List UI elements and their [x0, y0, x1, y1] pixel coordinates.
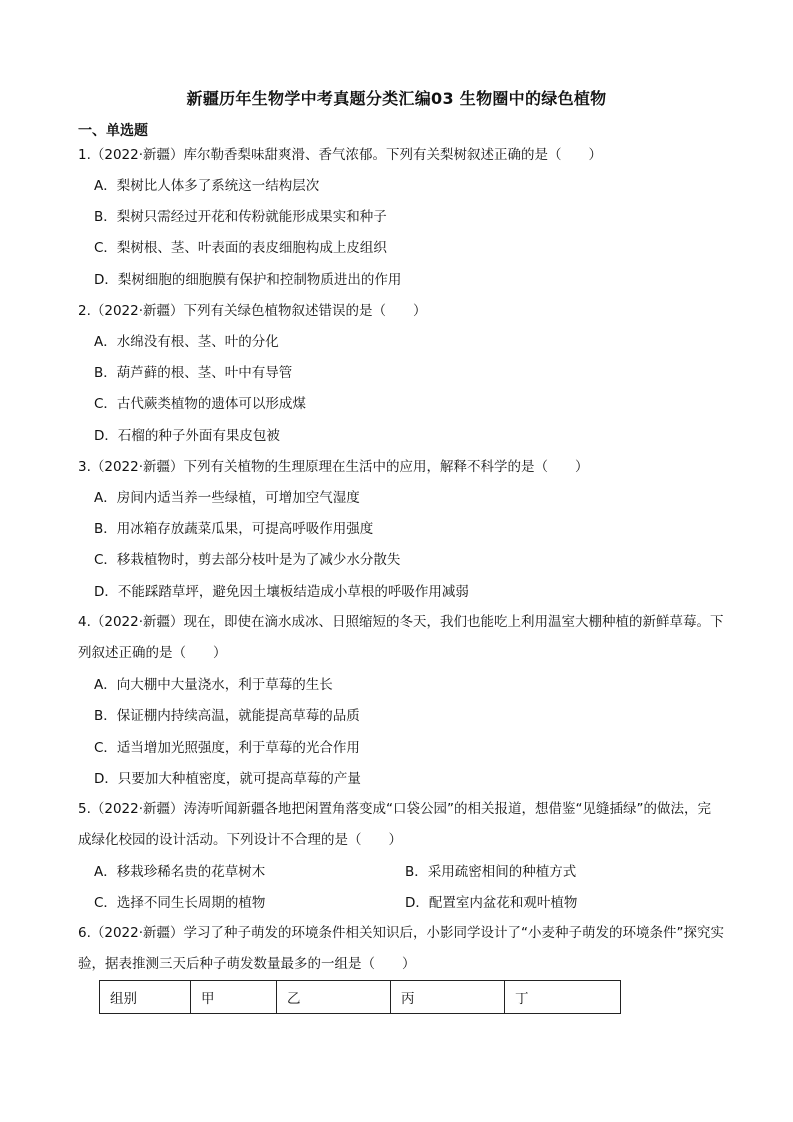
question-1-option-b: B．梨树只需经过开花和传粉就能形成果实和种子 — [94, 209, 387, 225]
table-cell-bing: 丙 — [391, 981, 505, 1014]
section-heading: 一、单选题 — [78, 123, 148, 139]
question-2-option-c: C．古代蕨类植物的遗体可以形成煤 — [94, 396, 306, 412]
question-6-stem: 6.（2022·新疆）学习了种子萌发的环境条件相关知识后，小影同学设计了“小麦种子萌发的环境条件”探究实验，据表推测三天后种子萌发数量最多的一组是（ ） — [78, 925, 725, 972]
document-title: 新疆历年生物学中考真题分类汇编03 生物圈中的绿色植物 — [186, 89, 607, 108]
question-2-option-a: A．水绵没有根、茎、叶的分化 — [94, 334, 279, 350]
question-5-option-a: A．移栽珍稀名贵的花草树木 — [94, 864, 266, 880]
question-4-option-d: D．只要加大种植密度，就可提高草莓的产量 — [94, 771, 361, 787]
question-1-option-c: C．梨树根、茎、叶表面的表皮细胞构成上皮组织 — [94, 240, 387, 256]
question-1-option-a: A．梨树比人体多了系统这一结构层次 — [94, 178, 320, 194]
question-3-option-b: B．用冰箱存放蔬菜瓜果，可提高呼吸作用强度 — [94, 521, 374, 537]
question-2-stem: 2.（2022·新疆）下列有关绿色植物叙述错误的是（ ） — [78, 303, 427, 319]
question-4-option-c: C．适当增加光照强度，利于草莓的光合作用 — [94, 740, 360, 756]
question-2-option-d: D．石榴的种子外面有果皮包被 — [94, 428, 280, 444]
question-4-option-a: A．向大棚中大量浇水，利于草莓的生长 — [94, 677, 333, 693]
table-cell-ding: 丁 — [505, 981, 621, 1014]
question-5-option-d: D．配置室内盆花和观叶植物 — [405, 895, 578, 911]
question-3-stem: 3.（2022·新疆）下列有关植物的生理原理在生活中的应用，解释不科学的是（ ） — [78, 459, 589, 475]
question-2-option-b: B．葫芦藓的根、茎、叶中有导管 — [94, 365, 293, 381]
table-row — [100, 981, 621, 1014]
question-5-option-b: B．采用疏密相间的种植方式 — [405, 864, 577, 880]
experiment-table — [99, 980, 621, 1014]
question-4-option-b: B．保证棚内持续高温，就能提高草莓的品质 — [94, 708, 360, 724]
question-5-option-c: C．选择不同生长周期的植物 — [94, 895, 266, 911]
table-cell-group: 组别 — [100, 981, 191, 1014]
table-cell-jia: 甲 — [191, 981, 277, 1014]
question-4-stem: 4.（2022·新疆）现在，即使在滴水成冰、日照缩短的冬天，我们也能吃上利用温室大棚种植的新鲜草莓。下列叙述正确的是（ ） — [78, 614, 724, 661]
question-3-option-d: D．不能踩踏草坪，避免因土壤板结造成小草根的呼吸作用减弱 — [94, 584, 469, 600]
question-5-stem: 5.（2022·新疆）涛涛听闻新疆各地把闲置角落变成“口袋公园”的相关报道，想借鉴“见缝插绿”的做法，完成绿化校园的设计活动。下列设计不合理的是（ ） — [78, 801, 712, 848]
question-3-option-c: C．移栽植物时，剪去部分枝叶是为了减少水分散失 — [94, 552, 401, 568]
table-cell-yi: 乙 — [277, 981, 391, 1014]
question-1-option-d: D．梨树细胞的细胞膜有保护和控制物质进出的作用 — [94, 272, 402, 288]
question-3-option-a: A．房间内适当养一些绿植，可增加空气湿度 — [94, 490, 360, 506]
question-1-stem: 1.（2022·新疆）库尔勒香梨味甜爽滑、香气浓郁。下列有关梨树叙述正确的是（ ） — [78, 147, 603, 163]
